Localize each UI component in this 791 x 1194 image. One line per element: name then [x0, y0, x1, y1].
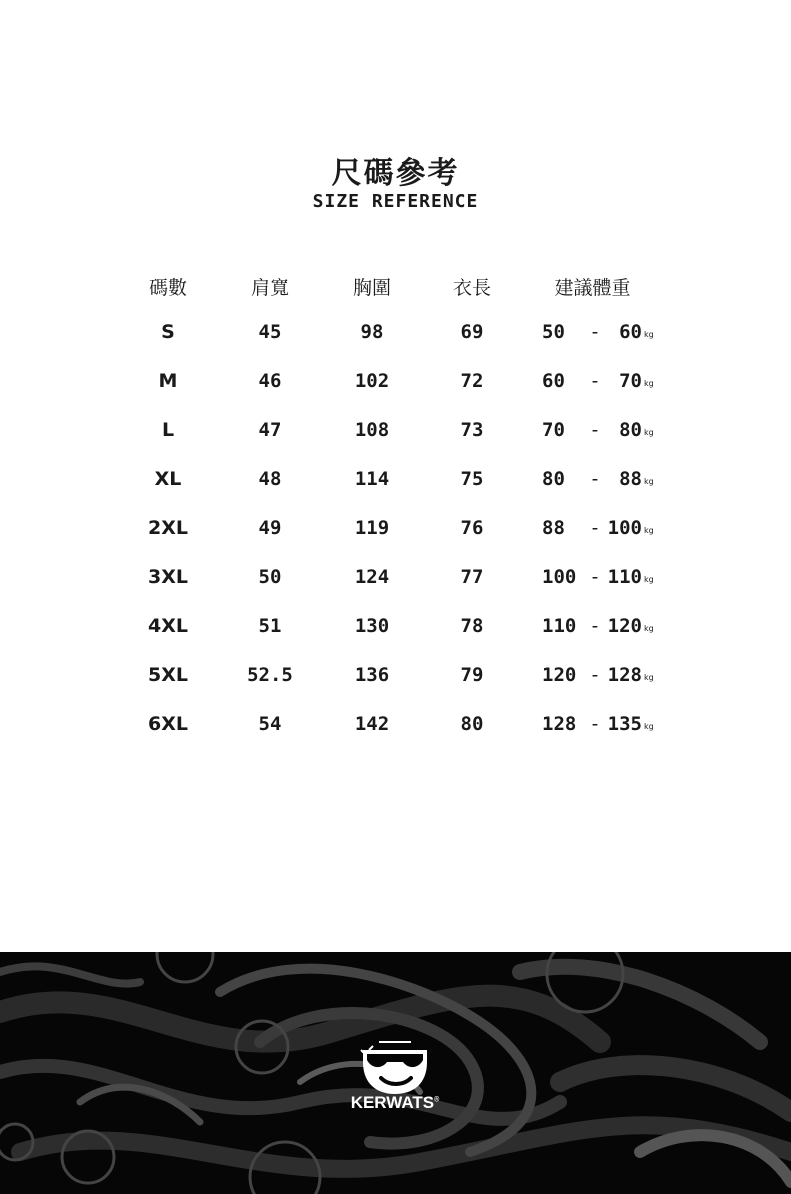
cell-chest: 119 — [354, 517, 390, 539]
weight-max: 88 — [619, 468, 642, 490]
cell-weight — [542, 657, 667, 693]
weight-unit: kg — [644, 722, 654, 731]
weight-min: 70 — [542, 419, 565, 441]
weight-max: 100 — [607, 517, 642, 539]
cell-length: 78 — [460, 615, 484, 637]
table-row — [0, 412, 791, 461]
table-row — [0, 657, 791, 706]
cell-chest: 130 — [354, 615, 390, 637]
cell-size: 2XL — [148, 517, 188, 539]
header-weight: 建議體重 — [554, 277, 631, 299]
weight-dash: - — [589, 419, 601, 441]
cell-size: 5XL — [148, 664, 188, 686]
cell-shoulder: 52.5 — [247, 664, 293, 686]
cell-length: 72 — [460, 370, 484, 392]
weight-unit: kg — [644, 379, 654, 388]
table-row — [0, 314, 791, 363]
page-title-cn: 尺碼參考 — [331, 156, 460, 191]
cell-weight — [542, 412, 667, 448]
weight-dash: - — [589, 517, 601, 539]
brand-name: KERWATS® — [350, 1093, 440, 1112]
weight-min: 110 — [542, 615, 577, 637]
table-row — [0, 559, 791, 608]
weight-max: 110 — [607, 566, 642, 588]
weight-max: 120 — [607, 615, 642, 637]
weight-min: 128 — [542, 713, 577, 735]
cell-shoulder: 49 — [258, 517, 282, 539]
weight-dash: - — [589, 370, 601, 392]
weight-dash: - — [589, 615, 601, 637]
cell-weight — [542, 363, 667, 399]
weight-dash: - — [589, 566, 601, 588]
cell-size: L — [161, 419, 175, 441]
cell-shoulder: 54 — [258, 713, 282, 735]
cell-shoulder: 50 — [258, 566, 282, 588]
cell-chest: 98 — [360, 321, 384, 343]
cell-size: XL — [154, 468, 182, 490]
table-row — [0, 461, 791, 510]
table-row — [0, 608, 791, 657]
cell-length: 80 — [460, 713, 484, 735]
weight-unit: kg — [644, 330, 654, 339]
weight-unit: kg — [644, 624, 654, 633]
cell-chest: 142 — [354, 713, 390, 735]
cell-size: 4XL — [148, 615, 188, 637]
header-chest: 胸圍 — [352, 277, 391, 299]
cell-weight — [542, 510, 667, 546]
weight-min: 88 — [542, 517, 565, 539]
header-size: 碼數 — [148, 277, 187, 299]
weight-min: 100 — [542, 566, 577, 588]
cell-chest: 136 — [354, 664, 390, 686]
weight-max: 128 — [607, 664, 642, 686]
cell-size: S — [161, 321, 175, 343]
cell-shoulder: 46 — [258, 370, 282, 392]
cell-length: 77 — [460, 566, 484, 588]
weight-dash: - — [589, 321, 601, 343]
cell-length: 69 — [460, 321, 484, 343]
cell-shoulder: 51 — [258, 615, 282, 637]
cell-size: M — [158, 370, 178, 392]
cell-length: 73 — [460, 419, 484, 441]
weight-max: 70 — [619, 370, 642, 392]
weight-min: 120 — [542, 664, 577, 686]
cell-chest: 102 — [354, 370, 390, 392]
cell-shoulder: 45 — [258, 321, 282, 343]
weight-min: 60 — [542, 370, 565, 392]
cell-size: 6XL — [148, 713, 188, 735]
page-title-en: SIZE REFERENCE — [312, 191, 479, 212]
weight-dash: - — [589, 664, 601, 686]
weight-min: 80 — [542, 468, 565, 490]
weight-unit: kg — [644, 673, 654, 682]
cell-weight — [542, 706, 667, 742]
table-row — [0, 363, 791, 412]
weight-unit: kg — [644, 526, 654, 535]
cell-chest: 108 — [354, 419, 390, 441]
cell-length: 75 — [460, 468, 484, 490]
weight-unit: kg — [644, 477, 654, 486]
cell-chest: 124 — [354, 566, 390, 588]
table-row — [0, 510, 791, 559]
weight-unit: kg — [644, 428, 654, 437]
cell-weight — [542, 608, 667, 644]
cell-shoulder: 47 — [258, 419, 282, 441]
weight-dash: - — [589, 713, 601, 735]
weight-min: 50 — [542, 321, 565, 343]
weight-max: 60 — [619, 321, 642, 343]
weight-unit: kg — [644, 575, 654, 584]
table-row — [0, 706, 791, 755]
header-shoulder: 肩寬 — [250, 277, 289, 299]
cell-length: 79 — [460, 664, 484, 686]
header-length: 衣長 — [452, 277, 491, 299]
weight-max: 135 — [607, 713, 642, 735]
cell-weight — [542, 559, 667, 595]
weight-dash: - — [589, 468, 601, 490]
cell-shoulder: 48 — [258, 468, 282, 490]
size-table — [0, 270, 791, 755]
cell-chest: 114 — [354, 468, 390, 490]
weight-max: 80 — [619, 419, 642, 441]
cell-size: 3XL — [148, 566, 188, 588]
table-header — [0, 270, 791, 314]
cell-length: 76 — [460, 517, 484, 539]
cell-weight — [542, 314, 667, 350]
cell-weight — [542, 461, 667, 497]
